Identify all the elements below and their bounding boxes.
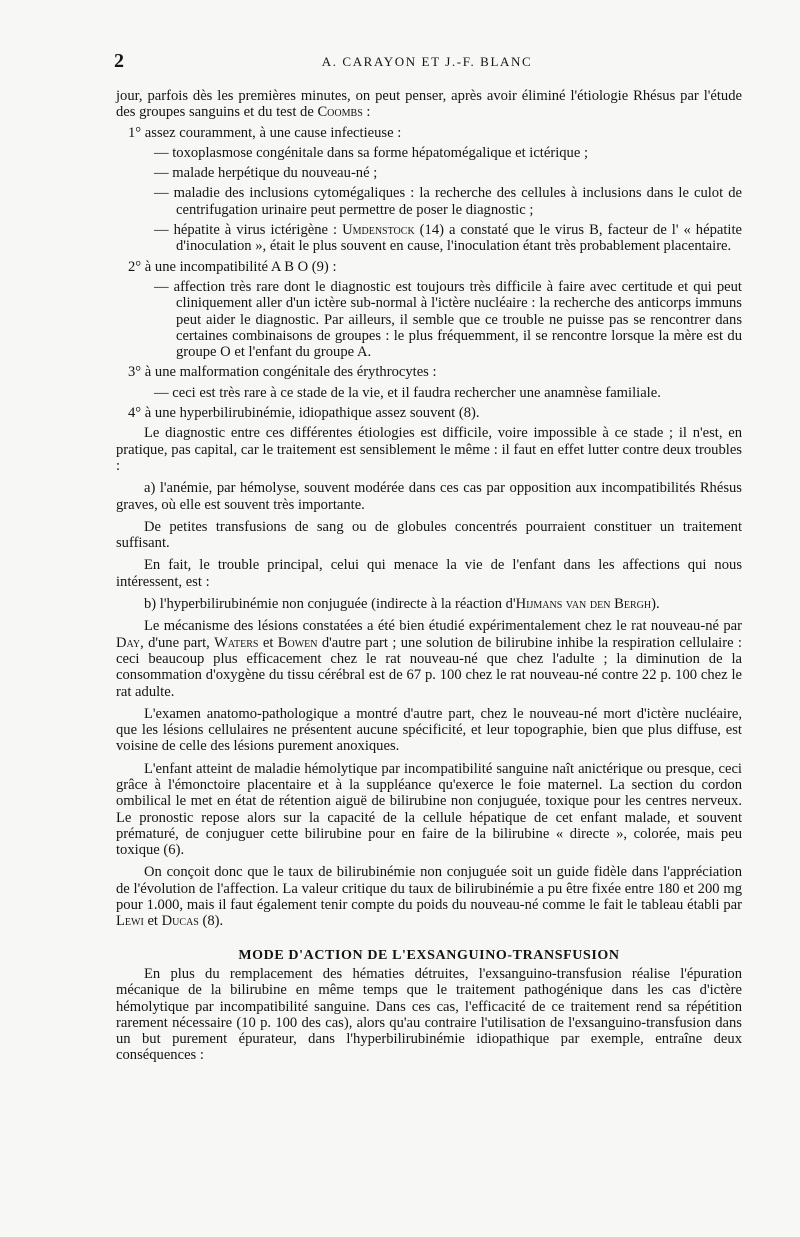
author-name: Day <box>116 634 141 651</box>
list-item-1-dash-3: — maladie des inclusions cytomégaliques : la recherche des cellules à inclusions dans le culot de centrifugation urinaire peut permettre de poser le diagnostic ; <box>154 185 742 218</box>
author-name: Bowen <box>277 634 318 651</box>
list-item-3-dash-1: — ceci est très rare à ce stade de la vie, et il faudra rechercher une anamnèse familiale. <box>154 384 661 401</box>
paragraph-trouble-principal: En fait, le trouble principal, celui qui menace la vie de l'enfant dans les affections qui nous intéressent, est : <box>116 557 742 590</box>
list-item-1: 1° assez couramment, à une cause infectieuse : <box>128 124 402 141</box>
meca-text-2: , d'une part, <box>140 634 215 651</box>
intro-text-a: jour, parfois dès les premières minutes, on peut penser, après avoir éliminé l'étiologie Rhésus par l'étude des groupes sanguins et du test de <box>116 88 742 121</box>
intro-text-b: : <box>362 104 371 121</box>
body-text <box>116 88 742 1064</box>
list-item-1-dash-1: — toxoplasmose congénitale dans sa forme hépatomégalique et ictérique ; <box>154 144 589 161</box>
paragraph-mecanisme <box>116 618 742 699</box>
running-title: A. CARAYON ET J.-F. BLANC <box>321 54 533 69</box>
page-number: 2 <box>114 50 124 72</box>
paragraph-examen: L'examen anatomo-pathologique a montré d'autre part, chez le nouveau-né mort d'ictère nucléaire, que les lésions cellulaires ne présentent aucune spécificité, et leur topographie, bien que plus diffuse, est voisine de celle des lésions purement anoxiques. <box>116 705 742 755</box>
meca-text-4: d'autre part ; une solution de bilirubine inhibe la respiration cellulaire : ceci beaucoup plus efficacement chez le rat nouveau-né que chez l'adulte ; la diminution de la consommation d'oxygène du tissu cérébral est de 67 p. 100 chez le rat nouveau-né contre 22 p. 100 chez le rat adulte. <box>116 634 742 700</box>
paragraph-enfant: L'enfant atteint de maladie hémolytique par incompatibilité sanguine naît anictérique ou presque, ceci grâce à l'émonctoire placentaire et à la suppléance qu'exerce le foie maternel. La section du cordon ombilical le met en état de rétention aiguë de bilirubine non conjuguée, toxique pour les centres nerveux. Le pronostic repose alors sur la capacité de la cellule hépatique de cet enfant malade, et souvent prématuré, de conjuguer cette bilirubine pour en faire de la bilirubine « directe », colorée, mais peu toxique (6). <box>116 760 742 859</box>
author-name: Ducas <box>161 913 199 930</box>
list-item-1-dash-2: — malade herpétique du nouveau-né ; <box>154 165 378 182</box>
list-item-4: 4° à une hyperbilirubinémie, idiopathique assez souvent (8). <box>128 405 480 422</box>
dash-4-text-a: — hépatite à virus ictérigène : <box>154 222 343 239</box>
paragraph-transfusions: De petites transfusions de sang ou de globules concentrés pourraient constituer un traitement suffisant. <box>116 518 742 552</box>
list-item-3: 3° à une malformation congénitale des érythrocytes : <box>128 364 437 381</box>
meca-text-1: Le mécanisme des lésions constatées a été bien étudié expérimentalement chez le rat nouveau-né par <box>144 618 742 635</box>
author-name: Coombs <box>317 104 363 121</box>
concoit-text-1: On conçoit donc que le taux de bilirubinémie non conjuguée soit un guide fidèle dans l'appréciation de l'évolution de l'affection. La valeur critique du taux de bilirubinémie a pu être fixée entre 180 et 200 mg pour 1.000, mais il faut également tenir compte du poids du nouveau-né comme le fait le tableau établi par <box>116 864 742 914</box>
concoit-text-3: (8). <box>198 913 224 930</box>
paragraph-hyperbilirubinemie <box>116 596 742 612</box>
b-text-a: b) l'hyperbilirubinémie non conjuguée (indirecte à la réaction d' <box>144 596 516 613</box>
paragraph-diagnostic: Le diagnostic entre ces différentes étiologies est difficile, voire impossible à ce stade ; il n'est, en pratique, pas capital, car le traitement est sensiblement le même : il faut en effet lutter contre deux troubles : <box>116 425 742 474</box>
list-item-2: 2° à une incompatibilité A B O (9) : <box>128 258 337 275</box>
author-name: Lewi <box>116 913 144 930</box>
author-name: Waters <box>214 634 259 651</box>
concoit-text-2: et <box>143 913 162 930</box>
page-header <box>114 50 740 72</box>
section-heading: MODE D'ACTION DE L'EXSANGUINO-TRANSFUSION <box>238 947 620 963</box>
b-text-b: ). <box>651 596 660 613</box>
list-item-2-dash-1: — affection très rare dont le diagnostic est toujours très difficile à faire avec certitude et qui peut cliniquement aller d'un ictère sub-normal à l'ictère nucléaire : la recherche des anticorps immuns peut aider le diagnostic. Par ailleurs, il semble que ce trouble ne puisse pas se rencontrer dans certaines combinaisons de groupes : le plus fréquemment, il se rencontre lorsque la mère est du groupe O et l'enfant du groupe A. <box>154 278 742 361</box>
dash-4-text-b: (14) a constaté que le virus B, facteur de l' « hépatite d'inoculation », était le plus souvent en cause, l'inoculation étant très probablement placentaire. <box>176 222 742 255</box>
author-name: Umdenstock <box>342 222 415 239</box>
paragraph-anemie: a) l'anémie, par hémolyse, souvent modérée dans ces cas par opposition aux incompatibilités Rhésus graves, où elle est souvent très importante. <box>116 480 742 513</box>
meca-text-3: et <box>258 634 278 651</box>
paragraph-concoit <box>116 864 742 929</box>
paragraph-final: En plus du remplacement des hématies détruites, l'exsanguino-transfusion réalise l'épuration mécanique de la bilirubine en même temps que le traitement pathogénique dans les cas d'ictère hémolytique par incompatibilité sanguine. Dans ces cas, l'efficacité de ce traitement rend sa répétition rarement nécessaire (10 p. 100 des cas), alors qu'au contraire l'utilisation de l'exsanguino-transfusion dans un but purement épurateur, dans l'hyperbilirubinémie idiopathique par exemple, entraîne deux conséquences : <box>116 965 742 1064</box>
intro-paragraph <box>116 88 742 121</box>
author-name: Hijmans van den Bergh <box>515 596 652 613</box>
list-item-1-dash-4 <box>116 222 742 255</box>
